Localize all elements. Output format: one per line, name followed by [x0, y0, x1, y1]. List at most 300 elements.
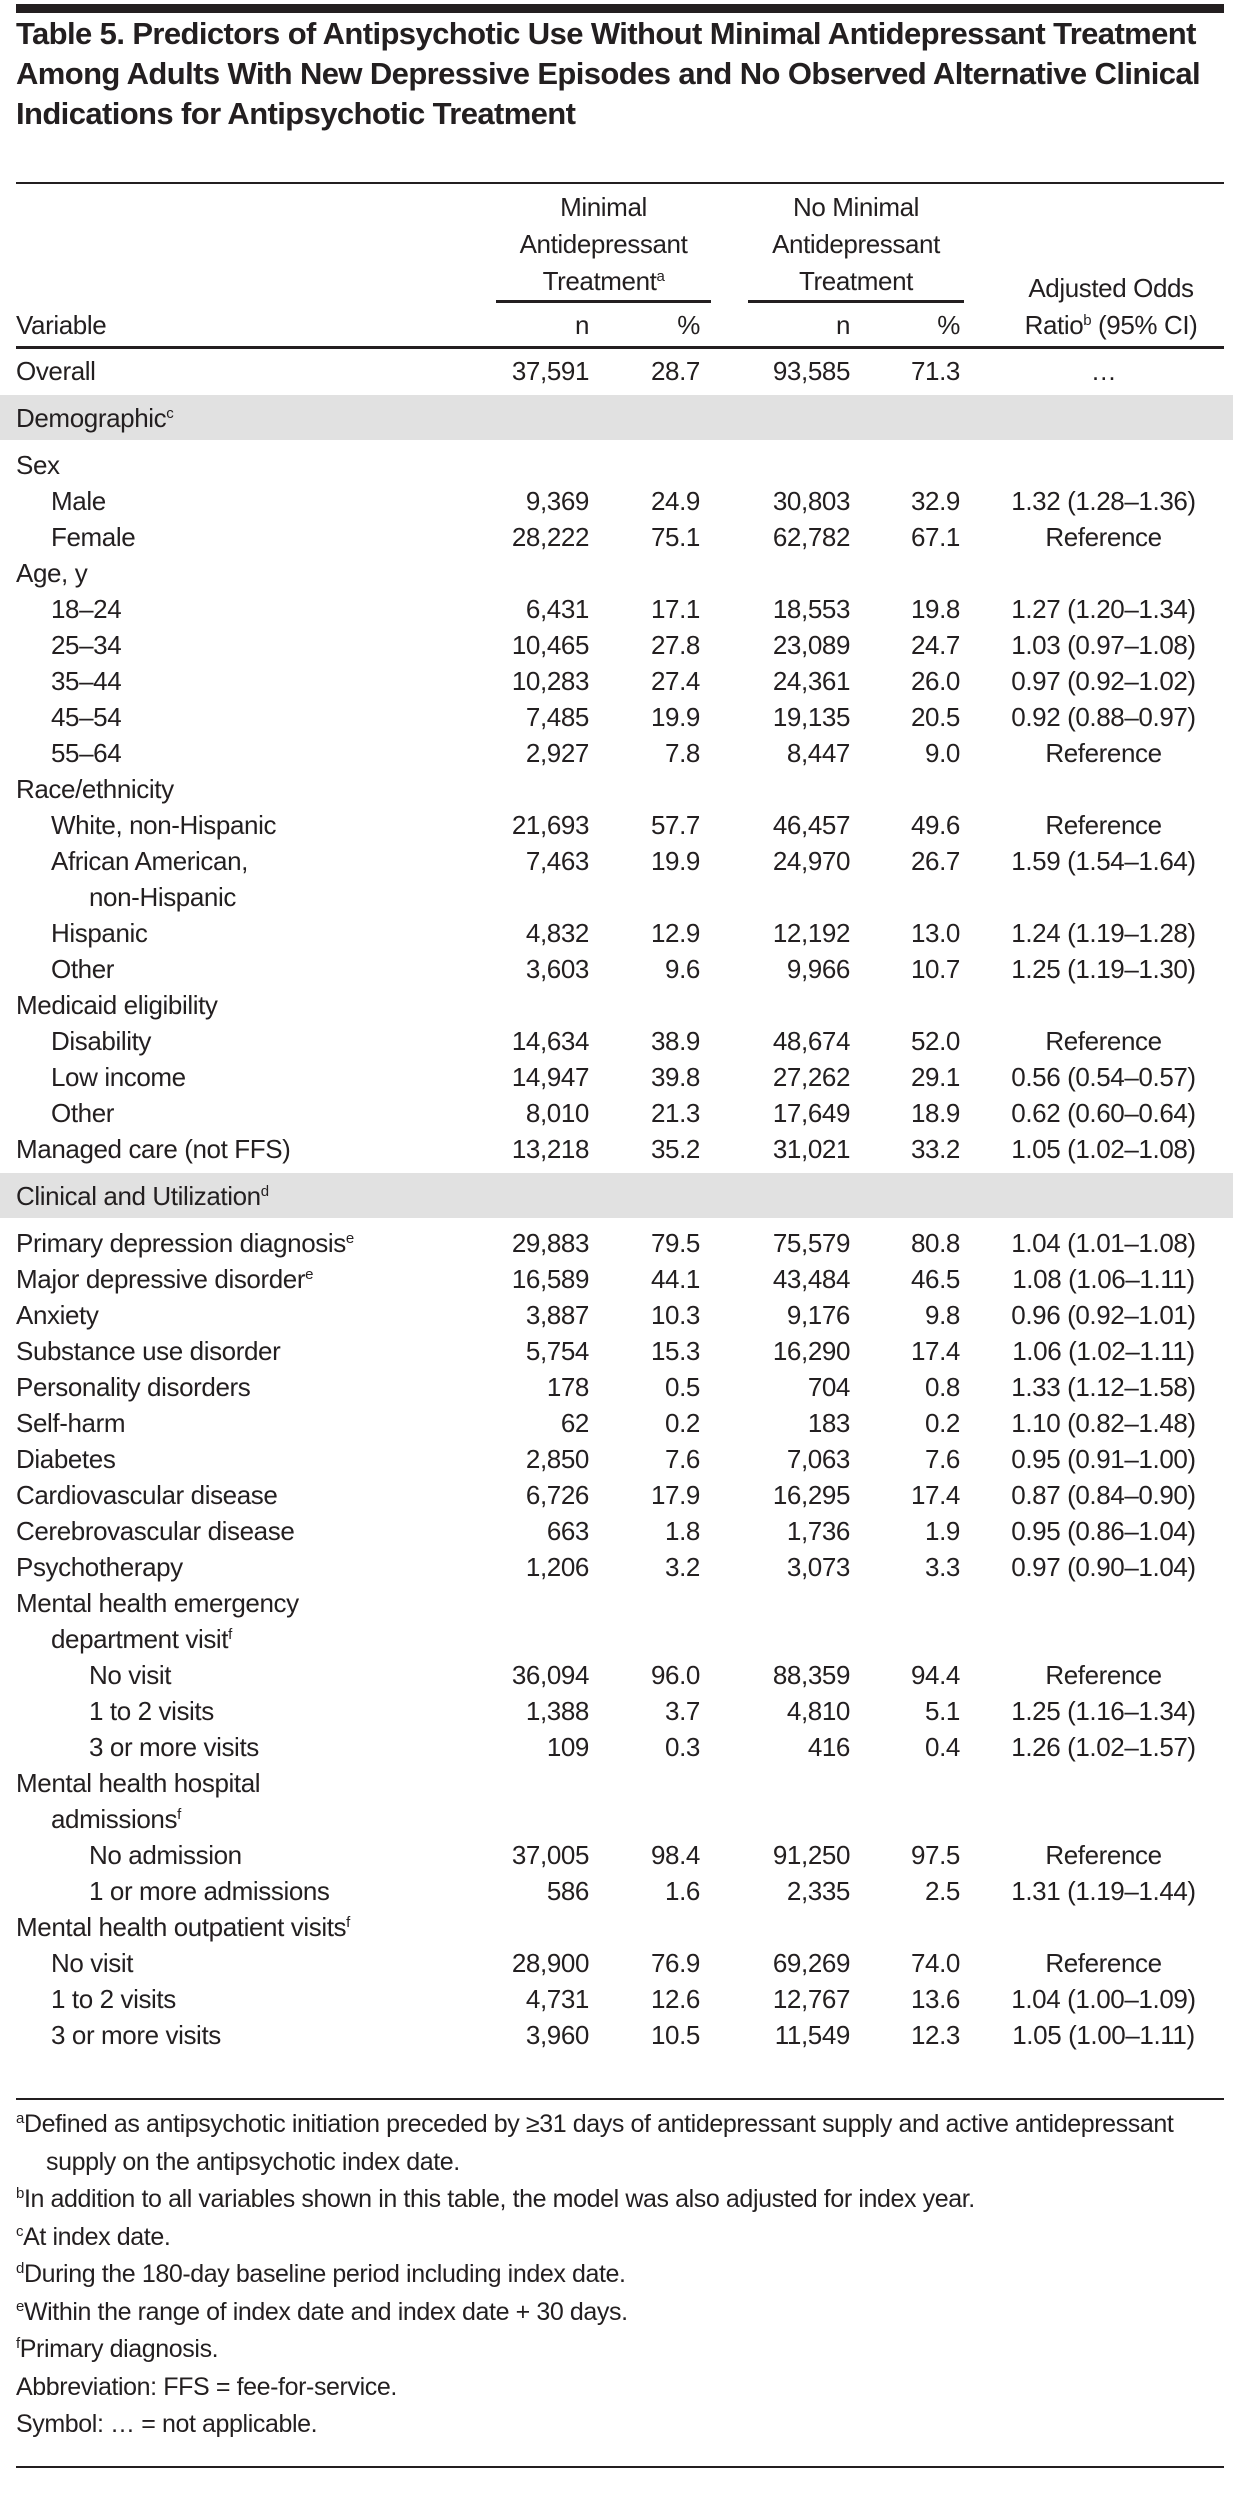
row-label-text: Female	[51, 522, 136, 552]
cell-odds-ratio	[966, 879, 1233, 915]
cell-pct-minimal: 96.0	[650, 1660, 700, 1690]
table-row	[0, 1765, 1233, 1801]
cell-n-minimal: 28,900	[511, 1948, 589, 1978]
cell-pct-minimal: 27.8	[650, 630, 700, 660]
row-label	[0, 1873, 496, 1909]
table-row	[0, 1333, 1233, 1369]
cell-n-no-minimal: 18,553	[772, 594, 850, 624]
cell-n-minimal: 4,731	[525, 1984, 589, 2014]
cell-pct-minimal	[595, 1801, 706, 1837]
table-row	[0, 1621, 1233, 1657]
row-label	[0, 1369, 496, 1405]
cell-n-no-minimal	[706, 879, 856, 915]
group-underline	[496, 300, 711, 303]
cell-odds-ratio: 1.04 (1.01–1.08)	[1011, 1228, 1196, 1258]
cell-pct-minimal: 38.9	[650, 1026, 700, 1056]
cell-odds-ratio: 1.59 (1.54–1.64)	[1011, 846, 1196, 876]
cell-odds-ratio: Reference	[1045, 522, 1162, 552]
table-row	[0, 1059, 1233, 1095]
cell-n-minimal: 36,094	[511, 1660, 589, 1690]
cell-odds-ratio: 0.97 (0.92–1.02)	[1011, 666, 1196, 696]
cell-pct-no-minimal: 0.8	[925, 1372, 960, 1402]
cell-odds-ratio	[966, 1765, 1233, 1801]
cell-n-no-minimal: 12,767	[772, 1984, 850, 2014]
cell-pct-no-minimal: 3.3	[925, 1552, 960, 1582]
cell-n-no-minimal: 3,073	[786, 1552, 850, 1582]
table-row	[0, 1225, 1233, 1261]
footnote-text: Primary diagnosis.	[19, 2335, 219, 2363]
cell-n-minimal: 2,850	[525, 1444, 589, 1474]
row-label	[0, 1621, 496, 1657]
header-pct1: %	[677, 310, 700, 340]
cell-pct-minimal	[595, 987, 706, 1023]
cell-odds-ratio: 1.25 (1.19–1.30)	[1011, 954, 1196, 984]
row-label	[0, 1023, 496, 1059]
cell-pct-no-minimal	[856, 1801, 966, 1837]
row-label	[0, 1059, 496, 1095]
cell-odds-ratio: Reference	[1045, 1660, 1162, 1690]
cell-n-no-minimal	[706, 1621, 856, 1657]
cell-pct-minimal	[595, 1909, 706, 1945]
cell-pct-no-minimal: 0.2	[925, 1408, 960, 1438]
cell-odds-ratio	[966, 1909, 1233, 1945]
cell-pct-minimal	[595, 771, 706, 807]
row-label	[0, 951, 496, 987]
cell-n-minimal: 3,960	[525, 2020, 589, 2050]
cell-pct-no-minimal: 52.0	[910, 1026, 960, 1056]
cell-odds-ratio: 1.31 (1.19–1.44)	[1011, 1876, 1196, 1906]
row-label-text: 3 or more visits	[89, 1732, 259, 1762]
cell-pct-no-minimal: 13.6	[910, 1984, 960, 2014]
row-label	[0, 1297, 496, 1333]
cell-n-no-minimal: 69,269	[772, 1948, 850, 1978]
cell-odds-ratio: 1.06 (1.02–1.11)	[1012, 1336, 1195, 1366]
cell-n-minimal: 3,603	[525, 954, 589, 984]
footnote-marker: d	[260, 1183, 269, 1200]
cell-n-minimal: 4,832	[525, 918, 589, 948]
row-label	[0, 1909, 496, 1945]
cell-pct-no-minimal: 0.4	[925, 1732, 960, 1762]
table-row	[0, 663, 1233, 699]
row-label	[0, 1549, 496, 1585]
cell-n-no-minimal	[706, 1765, 856, 1801]
cell-n-no-minimal: 75,579	[772, 1228, 850, 1258]
cell-n-minimal: 7,463	[525, 846, 589, 876]
table-row	[0, 915, 1233, 951]
table-row	[0, 591, 1233, 627]
row-label-text: 1 to 2 visits	[89, 1696, 214, 1726]
table-row	[0, 1981, 1233, 2017]
cell-odds-ratio	[966, 447, 1233, 483]
table-row	[0, 699, 1233, 735]
table-row	[0, 987, 1233, 1023]
footnote-marker: f	[228, 1626, 232, 1643]
cell-n-minimal: 6,726	[525, 1480, 589, 1510]
table-row	[0, 447, 1233, 483]
cell-n-no-minimal: 24,361	[772, 666, 850, 696]
table-row	[0, 879, 1233, 915]
row-label-text: White, non-Hispanic	[51, 810, 277, 840]
footnote-marker: f	[177, 1806, 181, 1823]
cell-pct-minimal: 79.5	[650, 1228, 700, 1258]
cell-n-no-minimal: 48,674	[772, 1026, 850, 1056]
cell-odds-ratio: Reference	[1045, 738, 1162, 768]
cell-odds-ratio: 1.24 (1.19–1.28)	[1011, 918, 1196, 948]
cell-pct-no-minimal: 7.6	[925, 1444, 960, 1474]
table-row	[0, 1297, 1233, 1333]
header-rule	[16, 346, 1224, 349]
row-label	[0, 353, 496, 389]
row-label-text: Cardiovascular disease	[16, 1480, 278, 1510]
cell-pct-no-minimal: 18.9	[910, 1098, 960, 1128]
table-row	[0, 1131, 1233, 1167]
table-row	[0, 483, 1233, 519]
cell-odds-ratio: 1.32 (1.28–1.36)	[1011, 486, 1196, 516]
table-row	[0, 1023, 1233, 1059]
row-label	[0, 1765, 496, 1801]
cell-n-minimal: 6,431	[525, 594, 589, 624]
row-label-text: Substance use disorder	[16, 1336, 281, 1366]
row-label-text: No visit	[89, 1660, 172, 1690]
row-label	[0, 843, 496, 879]
table-row	[0, 771, 1233, 807]
cell-pct-no-minimal	[856, 1167, 966, 1225]
table-row	[0, 735, 1233, 771]
cell-pct-minimal: 0.5	[665, 1372, 700, 1402]
cell-pct-minimal: 98.4	[650, 1840, 700, 1870]
row-label	[0, 1131, 496, 1167]
row-label	[0, 1095, 496, 1131]
table-row	[0, 1657, 1233, 1693]
cell-n-no-minimal	[706, 1801, 856, 1837]
cell-n-minimal: 37,591	[511, 356, 589, 386]
cell-odds-ratio: 0.87 (0.84–0.90)	[1011, 1480, 1196, 1510]
row-label-text: Age, y	[16, 558, 88, 588]
cell-n-minimal: 109	[546, 1732, 589, 1762]
cell-n-minimal: 8,010	[525, 1098, 589, 1128]
cell-n-no-minimal	[706, 1167, 856, 1225]
row-label	[0, 771, 496, 807]
row-label-text: admissions	[51, 1804, 178, 1834]
row-label	[0, 519, 496, 555]
table-row	[0, 1405, 1233, 1441]
row-label-text: Race/ethnicity	[16, 774, 174, 804]
cell-odds-ratio: Reference	[1045, 1840, 1162, 1870]
cell-pct-no-minimal	[856, 879, 966, 915]
row-label-text: department visit	[51, 1624, 229, 1654]
table-row	[0, 1873, 1233, 1909]
table-row	[0, 843, 1233, 879]
footnote	[16, 2219, 1216, 2257]
cell-pct-no-minimal	[856, 771, 966, 807]
cell-n-minimal: 37,005	[511, 1840, 589, 1870]
cell-pct-no-minimal: 20.5	[910, 702, 960, 732]
cell-odds-ratio: 1.05 (1.02–1.08)	[1011, 1134, 1196, 1164]
row-label	[0, 627, 496, 663]
cell-pct-minimal: 7.6	[665, 1444, 700, 1474]
group-underline	[748, 300, 964, 303]
cell-n-no-minimal	[706, 987, 856, 1023]
cell-n-minimal: 14,947	[511, 1062, 589, 1092]
cell-pct-no-minimal	[856, 555, 966, 591]
cell-odds-ratio: 0.92 (0.88–0.97)	[1011, 702, 1196, 732]
footnote	[16, 2294, 1216, 2332]
cell-odds-ratio	[966, 1801, 1233, 1837]
cell-pct-minimal	[595, 1585, 706, 1621]
cell-pct-no-minimal: 12.3	[910, 2020, 960, 2050]
cell-odds-ratio: 0.97 (0.90–1.04)	[1011, 1552, 1196, 1582]
row-label	[0, 483, 496, 519]
cell-pct-no-minimal: 71.3	[910, 356, 960, 386]
footnote-text: Within the range of index date and index date + 30 days.	[23, 2297, 628, 2326]
header-text: Ratio	[1024, 310, 1084, 340]
header-text: (95% CI)	[1091, 310, 1198, 340]
cell-pct-minimal	[595, 879, 706, 915]
cell-pct-no-minimal: 10.7	[910, 954, 960, 984]
row-label-text: Self-harm	[16, 1408, 126, 1438]
cell-pct-minimal: 12.9	[650, 918, 700, 948]
row-label	[0, 1513, 496, 1549]
cell-n-no-minimal: 16,290	[772, 1336, 850, 1366]
cell-odds-ratio: Reference	[1045, 1026, 1162, 1056]
cell-pct-no-minimal	[856, 987, 966, 1023]
cell-n-minimal	[496, 1765, 595, 1801]
row-label	[0, 807, 496, 843]
row-label-text: 1 or more admissions	[89, 1876, 330, 1906]
footnote-marker: f	[346, 1914, 350, 1931]
cell-odds-ratio	[966, 555, 1233, 591]
table-row	[0, 2017, 1233, 2053]
cell-pct-no-minimal	[856, 1909, 966, 1945]
cell-pct-minimal: 19.9	[650, 846, 700, 876]
header-text: Antidepressant	[772, 229, 940, 259]
footnote-text: Abbreviation: FFS = fee-for-service.	[16, 2372, 397, 2401]
cell-pct-no-minimal: 33.2	[910, 1134, 960, 1164]
header-variable: Variable	[16, 310, 107, 340]
cell-pct-minimal: 35.2	[650, 1134, 700, 1164]
cell-pct-no-minimal: 17.4	[910, 1336, 960, 1366]
cell-odds-ratio: 0.56 (0.54–0.57)	[1011, 1062, 1196, 1092]
cell-pct-minimal: 24.9	[650, 486, 700, 516]
row-label-text: Demographic	[16, 403, 167, 433]
row-label-text: Personality disorders	[16, 1372, 251, 1402]
footnote-marker: f	[16, 2335, 20, 2352]
cell-pct-no-minimal: 26.0	[910, 666, 960, 696]
row-label-text: Male	[51, 486, 106, 516]
row-label	[0, 1693, 496, 1729]
cell-n-minimal	[496, 447, 595, 483]
cell-n-no-minimal: 416	[807, 1732, 850, 1762]
cell-n-minimal: 9,369	[525, 486, 589, 516]
row-label	[0, 1657, 496, 1693]
footnote-marker: d	[16, 2260, 24, 2277]
cell-n-no-minimal: 1,736	[786, 1516, 850, 1546]
footnote	[16, 2106, 1216, 2181]
table-row	[0, 627, 1233, 663]
cell-pct-no-minimal: 29.1	[910, 1062, 960, 1092]
cell-pct-no-minimal: 9.8	[925, 1300, 960, 1330]
cell-n-minimal: 663	[546, 1516, 589, 1546]
row-label-text: Clinical and Utilization	[16, 1181, 261, 1211]
cell-odds-ratio: 1.04 (1.00–1.09)	[1011, 1984, 1196, 2014]
cell-n-no-minimal: 46,457	[772, 810, 850, 840]
cell-n-minimal: 13,218	[511, 1134, 589, 1164]
footnote	[16, 2406, 1216, 2444]
row-label-text: Psychotherapy	[16, 1552, 183, 1582]
cell-odds-ratio	[966, 987, 1233, 1023]
cell-pct-no-minimal: 46.5	[910, 1264, 960, 1294]
footnote-marker: a	[16, 2110, 24, 2127]
cell-odds-ratio	[966, 771, 1233, 807]
cell-pct-no-minimal: 19.8	[910, 594, 960, 624]
cell-n-no-minimal: 2,335	[786, 1876, 850, 1906]
row-label-text: 1 to 2 visits	[51, 1984, 176, 2014]
cell-pct-minimal: 3.7	[665, 1696, 700, 1726]
cell-pct-minimal: 12.6	[650, 1984, 700, 2014]
row-label-text: Sex	[16, 450, 60, 480]
header-text: Treatment	[542, 266, 657, 296]
cell-n-minimal: 21,693	[511, 810, 589, 840]
cell-n-no-minimal: 93,585	[772, 356, 850, 386]
cell-pct-no-minimal: 9.0	[925, 738, 960, 768]
row-label	[0, 591, 496, 627]
cell-odds-ratio: 1.33 (1.12–1.58)	[1011, 1372, 1196, 1402]
row-label-text: 25–34	[51, 630, 122, 660]
cell-odds-ratio: 1.05 (1.00–1.11)	[1012, 2020, 1195, 2050]
row-label	[0, 879, 496, 915]
table-row	[0, 555, 1233, 591]
cell-n-minimal: 29,883	[511, 1228, 589, 1258]
cell-pct-no-minimal: 97.5	[910, 1840, 960, 1870]
cell-pct-minimal	[595, 1167, 706, 1225]
cell-n-no-minimal: 27,262	[772, 1062, 850, 1092]
header-n2: n	[835, 310, 850, 340]
row-label-text: non-Hispanic	[89, 882, 236, 912]
cell-pct-minimal: 75.1	[650, 522, 700, 552]
cell-n-no-minimal: 88,359	[772, 1660, 850, 1690]
footnote	[16, 2181, 1216, 2219]
cell-pct-minimal	[595, 555, 706, 591]
cell-n-minimal	[496, 987, 595, 1023]
cell-n-minimal	[496, 555, 595, 591]
cell-n-no-minimal	[706, 447, 856, 483]
cell-n-minimal	[496, 771, 595, 807]
row-label-text: Mental health emergency	[16, 1588, 299, 1618]
footnote-marker: c	[16, 2222, 24, 2240]
cell-pct-no-minimal	[856, 1765, 966, 1801]
cell-odds-ratio: 0.96 (0.92–1.01)	[1011, 1300, 1196, 1330]
cell-pct-minimal: 0.3	[665, 1732, 700, 1762]
cell-n-no-minimal	[706, 1585, 856, 1621]
cell-n-no-minimal: 30,803	[772, 486, 850, 516]
cell-n-minimal: 1,388	[525, 1696, 589, 1726]
row-label	[0, 2017, 496, 2053]
header-n1: n	[574, 310, 589, 340]
cell-pct-no-minimal	[856, 1585, 966, 1621]
cell-odds-ratio	[966, 1585, 1233, 1621]
cell-n-minimal: 62	[560, 1408, 589, 1438]
cell-n-minimal: 28,222	[511, 522, 589, 552]
row-label-text: Other	[51, 1098, 115, 1128]
cell-pct-minimal: 27.4	[650, 666, 700, 696]
row-label	[0, 1585, 496, 1621]
table-bottom-rule	[16, 2098, 1224, 2100]
cell-n-no-minimal	[706, 555, 856, 591]
cell-odds-ratio: 1.27 (1.20–1.34)	[1011, 594, 1196, 624]
row-label	[0, 1729, 496, 1765]
cell-odds-ratio: 0.95 (0.91–1.00)	[1011, 1444, 1196, 1474]
cell-odds-ratio	[966, 1621, 1233, 1657]
row-label	[0, 1261, 496, 1297]
table-row	[0, 1441, 1233, 1477]
row-label-text: No admission	[89, 1840, 242, 1870]
table-row	[0, 1585, 1233, 1621]
row-label-text: 3 or more visits	[51, 2020, 221, 2050]
row-label	[0, 447, 496, 483]
footnote	[16, 2331, 1216, 2369]
cell-odds-ratio: 0.62 (0.60–0.64)	[1011, 1098, 1196, 1128]
row-label-text: 18–24	[51, 594, 122, 624]
row-label	[0, 1477, 496, 1513]
cell-pct-no-minimal	[856, 389, 966, 447]
cell-pct-minimal: 15.3	[650, 1336, 700, 1366]
row-label-text: 35–44	[51, 666, 122, 696]
cell-n-minimal: 1,206	[525, 1552, 589, 1582]
row-label-text: 55–64	[51, 738, 122, 768]
cell-pct-no-minimal: 74.0	[910, 1948, 960, 1978]
cell-pct-no-minimal	[856, 1621, 966, 1657]
title-rule	[16, 182, 1224, 184]
cell-pct-minimal	[595, 389, 706, 447]
row-label	[0, 1333, 496, 1369]
cell-pct-no-minimal: 67.1	[910, 522, 960, 552]
row-label-text: Disability	[51, 1026, 152, 1056]
header-odds-ratio	[998, 270, 1224, 344]
top-rule	[16, 4, 1224, 13]
header-text: Adjusted Odds	[1028, 273, 1194, 303]
section-header-row	[0, 389, 1233, 447]
footnote-marker: e	[16, 2297, 24, 2315]
cell-pct-no-minimal	[856, 447, 966, 483]
table-row	[0, 1801, 1233, 1837]
cell-pct-minimal: 3.2	[665, 1552, 700, 1582]
cell-n-no-minimal: 8,447	[786, 738, 850, 768]
row-label	[0, 1945, 496, 1981]
cell-pct-minimal: 10.5	[650, 2020, 700, 2050]
table-row	[0, 1945, 1233, 1981]
cell-n-minimal: 5,754	[525, 1336, 589, 1366]
cell-pct-minimal: 76.9	[650, 1948, 700, 1978]
data-table	[0, 353, 1233, 2053]
cell-pct-minimal: 7.8	[665, 738, 700, 768]
cell-n-no-minimal: 7,063	[786, 1444, 850, 1474]
table-row	[0, 1095, 1233, 1131]
cell-n-no-minimal: 11,549	[774, 2020, 850, 2050]
header-text: Treatment	[799, 266, 913, 296]
cell-n-minimal	[496, 1621, 595, 1657]
footnote	[16, 2256, 1216, 2294]
cell-odds-ratio: 1.26 (1.02–1.57)	[1011, 1732, 1196, 1762]
cell-n-no-minimal: 16,295	[772, 1480, 850, 1510]
cell-pct-no-minimal: 26.7	[910, 846, 960, 876]
cell-odds-ratio: 1.25 (1.16–1.34)	[1011, 1696, 1196, 1726]
cell-odds-ratio: 1.03 (0.97–1.08)	[1011, 630, 1196, 660]
cell-pct-no-minimal: 17.4	[910, 1480, 960, 1510]
cell-pct-minimal: 28.7	[650, 356, 700, 386]
cell-n-no-minimal: 62,782	[772, 522, 850, 552]
cell-n-no-minimal: 91,250	[772, 1840, 850, 1870]
cell-n-no-minimal: 23,089	[772, 630, 850, 660]
